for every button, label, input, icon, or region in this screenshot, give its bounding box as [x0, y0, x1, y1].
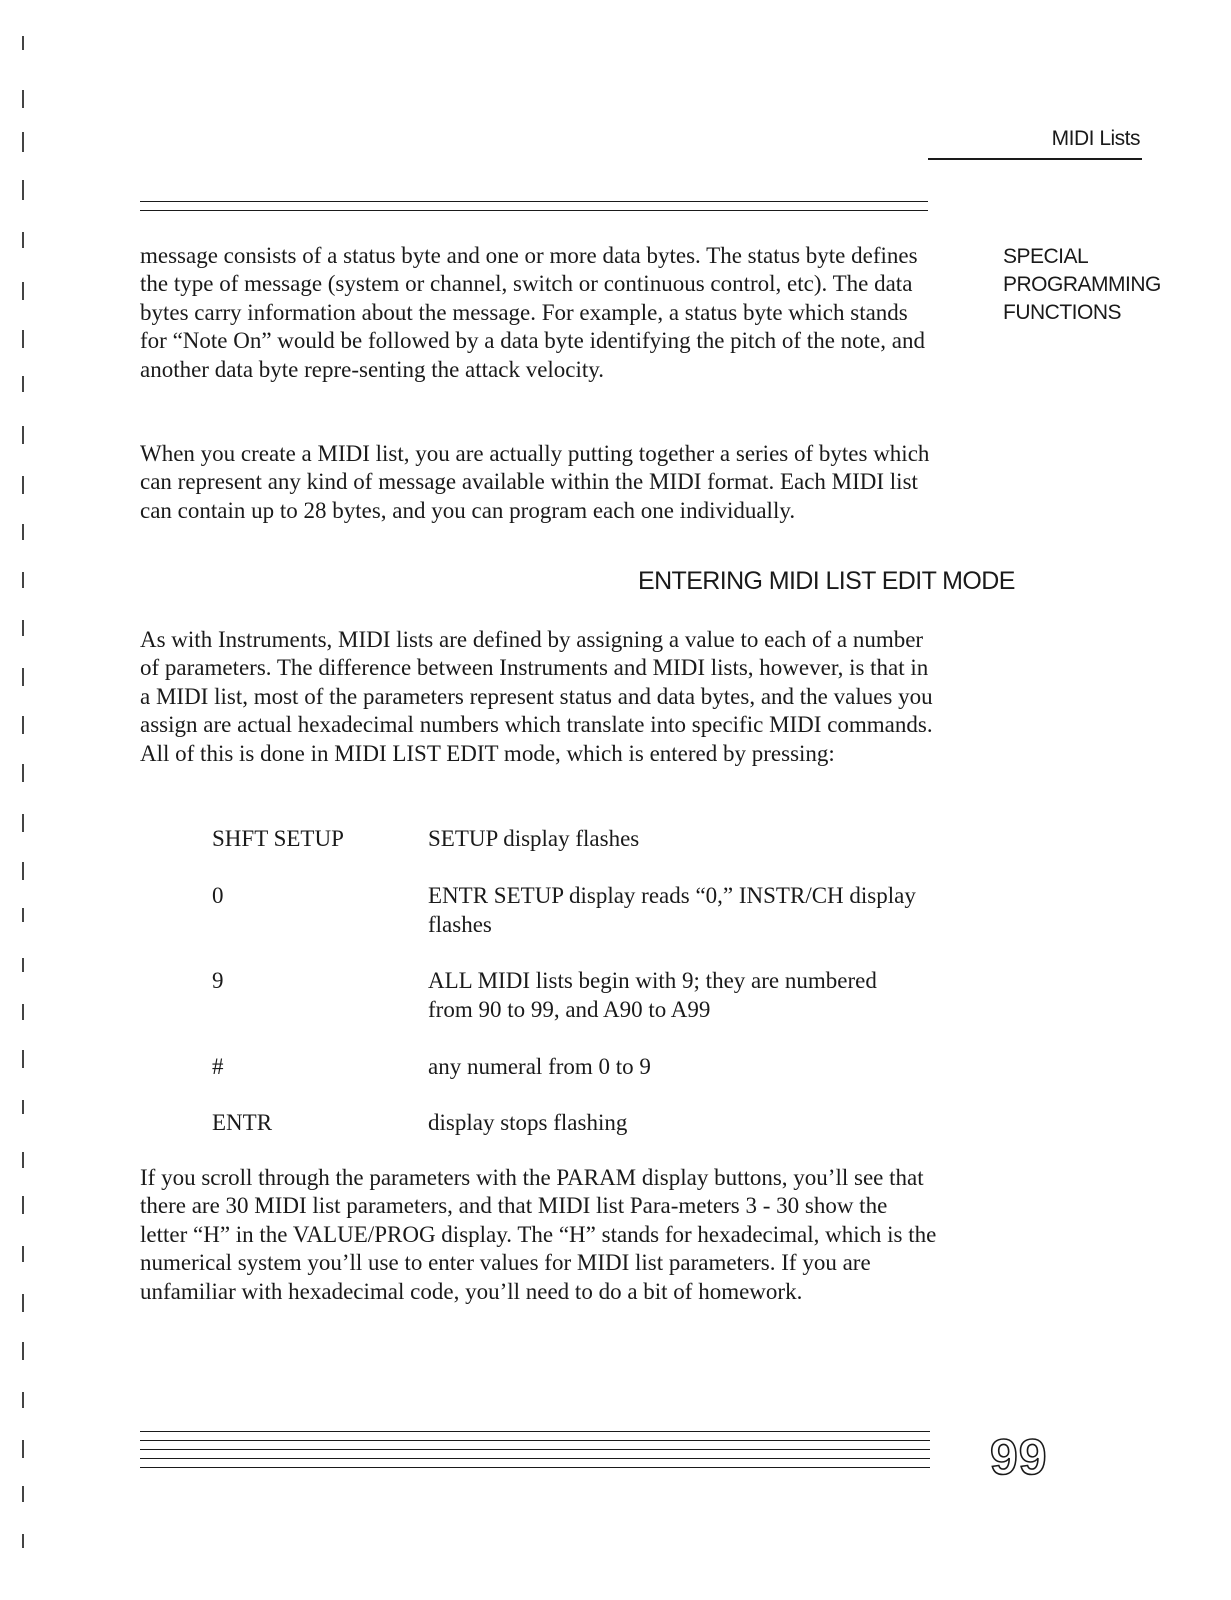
binding-mark — [22, 1152, 24, 1168]
page-number: 99 — [990, 1429, 1048, 1485]
binding-mark — [22, 330, 24, 348]
bottom-rule — [140, 1458, 930, 1459]
binding-mark — [22, 1342, 24, 1360]
binding-mark — [22, 232, 24, 248]
side-label-line: FUNCTIONS — [1003, 301, 1121, 324]
binding-mark — [22, 862, 24, 880]
binding-mark — [22, 1246, 24, 1262]
side-label-line: PROGRAMMING — [1003, 273, 1161, 296]
binding-mark — [22, 476, 24, 494]
binding-mark — [22, 1440, 24, 1458]
side-label-line: SPECIAL — [1003, 245, 1089, 268]
binding-mark — [22, 1004, 24, 1020]
step-description: any numeral from 0 to 9 — [428, 1054, 651, 1079]
binding-mark — [22, 282, 24, 300]
step-key: SHFT SETUP — [212, 826, 344, 851]
binding-mark — [22, 132, 24, 152]
binding-mark — [22, 668, 24, 686]
binding-mark — [22, 1486, 24, 1502]
binding-mark — [22, 1534, 24, 1548]
top-rule-lower — [140, 210, 928, 211]
binding-mark — [22, 572, 24, 588]
binding-mark — [22, 1196, 24, 1214]
intro-paragraph: When you create a MIDI list, you are actually putting together a series of bytes which can represent any kind of message available within the MIDI format. Each MIDI list can contain up to 28 bytes, and you can program each one individually. — [140, 441, 930, 523]
section-heading: ENTERING MIDI LIST EDIT MODE — [638, 567, 1015, 595]
binding-mark — [22, 1392, 24, 1408]
binding-mark — [22, 90, 24, 108]
binding-mark — [22, 716, 24, 734]
binding-mark — [22, 426, 24, 444]
step-description: display stops flashing — [428, 1110, 628, 1135]
side-section-label — [1003, 243, 1161, 327]
section-paragraph: As with Instruments, MIDI lists are defined by assigning a value to each of a number of parameters. The difference between Instruments and MIDI lists, however, is that in a MIDI list, most of the parameters represent status and data bytes, and the values you assign are actual hexadecimal numbers which translate into specific MIDI commands. All of this is done in MIDI LIST EDIT mode, which is entered by pressing: — [140, 627, 933, 766]
step-description: ENTR SETUP display reads “0,” INSTR/CH display flashes — [428, 883, 916, 937]
step-key: # — [212, 1054, 224, 1079]
binding-mark — [22, 1100, 24, 1114]
binding-mark — [22, 524, 24, 540]
binding-mark — [22, 814, 24, 832]
top-rule-upper — [140, 201, 928, 202]
step-key: ENTR — [212, 1110, 273, 1135]
binding-mark — [22, 1294, 24, 1312]
section-paragraph: If you scroll through the parameters with the PARAM display buttons, you’ll see that there are 30 MIDI list parameters, and that MIDI list Para-meters 3 - 30 show the letter “H” in the VALUE/PROG display. The “H” stands for hexadecimal, which is the numerical system you’ll use to enter values for MIDI list parameters. If you are unfamiliar with hexadecimal code, you’ll need to do a bit of homework. — [140, 1165, 937, 1304]
binding-mark — [22, 620, 24, 636]
bottom-rule — [140, 1440, 930, 1441]
binding-mark — [22, 180, 24, 200]
header-rule — [928, 158, 1142, 160]
step-key: 9 — [212, 968, 224, 993]
bottom-rule — [140, 1449, 930, 1450]
binding-mark — [22, 908, 24, 922]
step-description: ALL MIDI lists begin with 9; they are numbered from 90 to 99, and A90 to A99 — [428, 968, 877, 1022]
binding-mark — [22, 1050, 24, 1068]
intro-paragraph: message consists of a status byte and one or more data bytes. The status byte defines the type of message (system or channel, switch or continuous control, etc). The data bytes carry information about the message. For example, a status byte which stands for “Note On” would be followed by a data byte identifying the pitch of the note, and another data byte repre-senting the attack velocity. — [140, 243, 925, 382]
step-key: 0 — [212, 883, 224, 908]
binding-mark — [22, 36, 24, 50]
bottom-rule — [140, 1431, 930, 1432]
binding-mark — [22, 764, 24, 782]
binding-mark — [22, 958, 24, 972]
bottom-rule — [140, 1467, 930, 1468]
running-header-title: MIDI Lists — [1051, 127, 1140, 150]
step-description: SETUP display flashes — [428, 826, 640, 851]
binding-mark — [22, 376, 24, 392]
